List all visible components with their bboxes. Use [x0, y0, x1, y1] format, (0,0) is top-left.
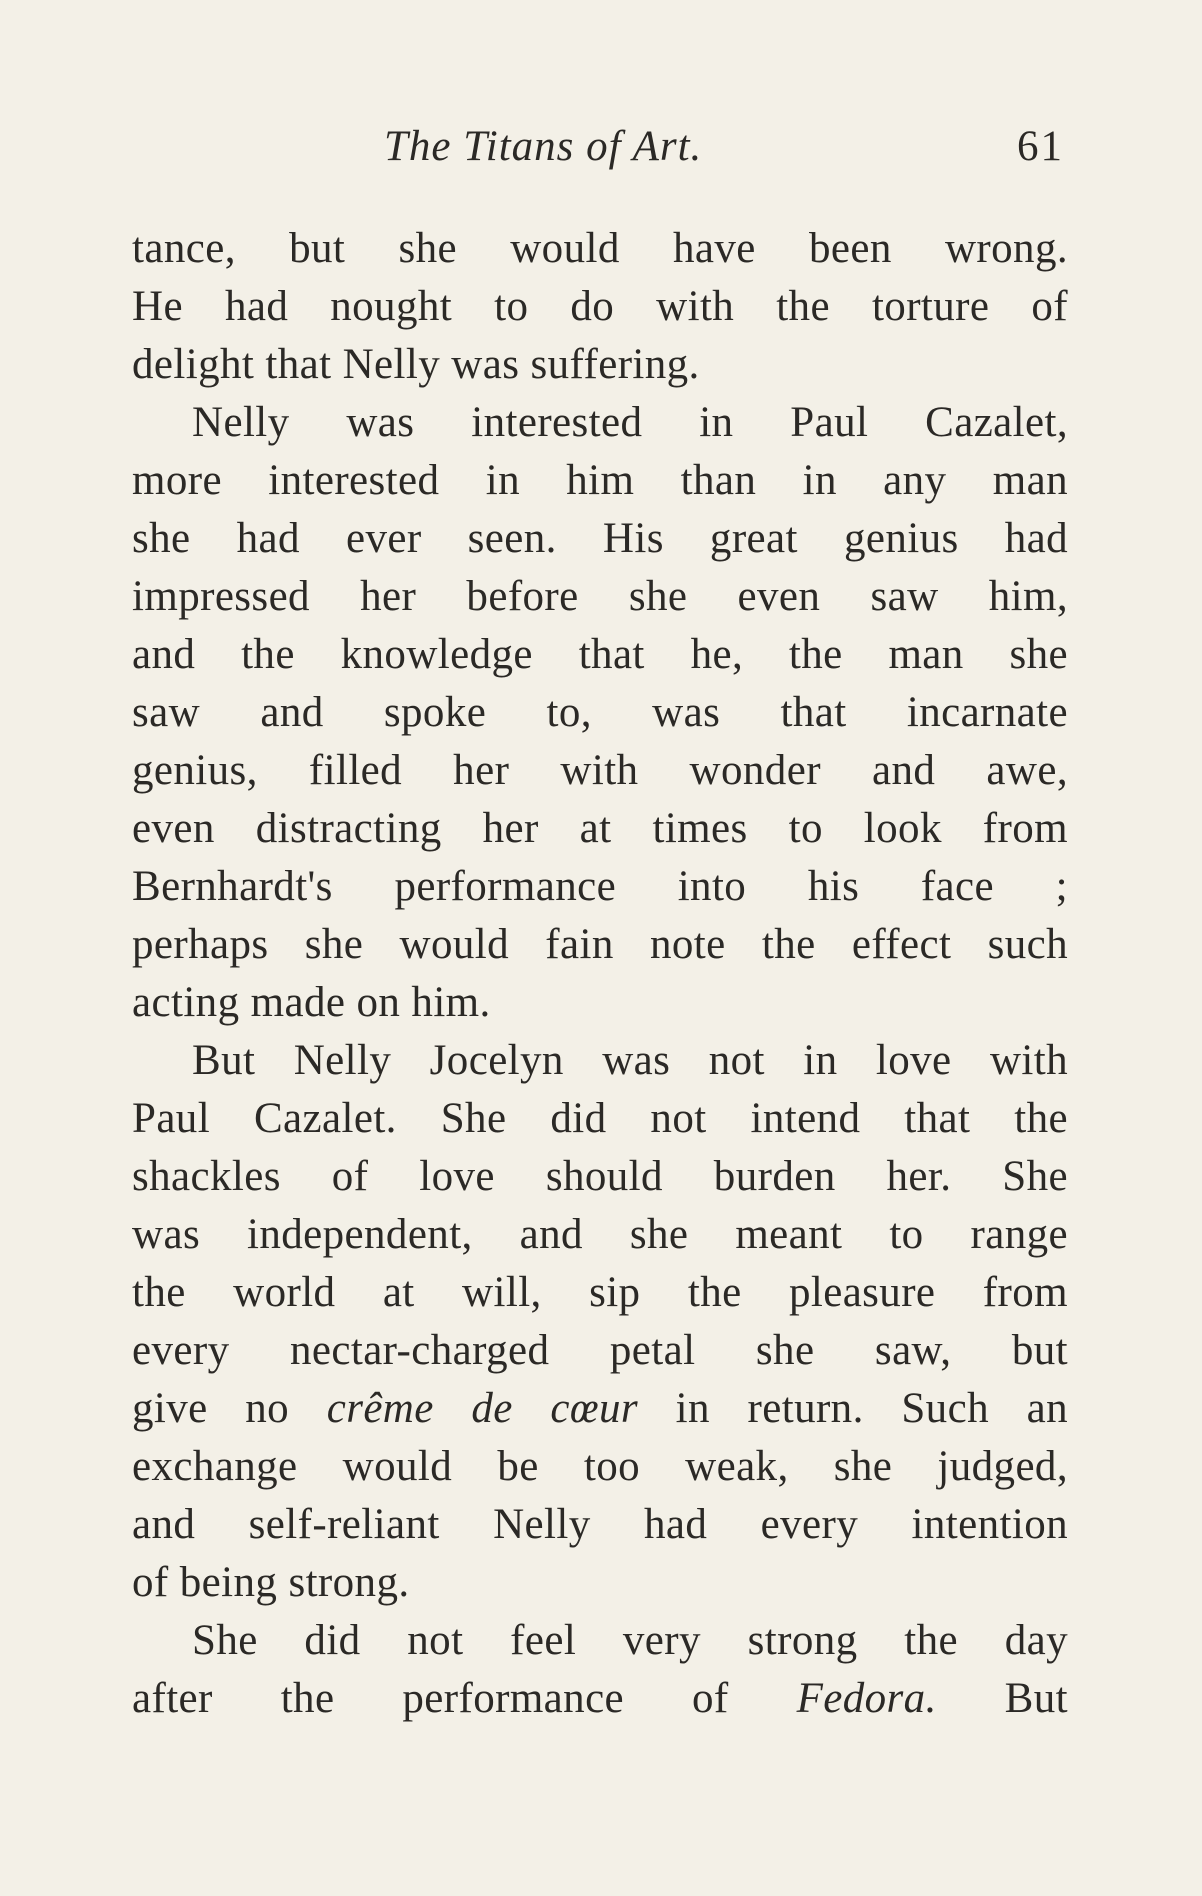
running-title: The Titans of Art.	[384, 123, 703, 170]
text-line: more interested in him than in any man	[132, 457, 1068, 504]
line-text-after: in return. Such an	[638, 1385, 1068, 1432]
text-line: and the knowledge that he, the man she	[132, 631, 1068, 678]
line-text-before: give no	[132, 1385, 327, 1432]
text-line: of being strong.	[132, 1559, 410, 1606]
text-line: perhaps she would fain note the effect such	[132, 921, 1068, 968]
text-line	[132, 1670, 1068, 1728]
text-line: acting made on him.	[132, 979, 491, 1026]
text-line: exchange would be too weak, she judged,	[132, 1443, 1068, 1490]
paragraph-start-line: Nelly was interested in Paul Cazalet,	[192, 399, 1068, 446]
text-line: Paul Cazalet. She did not intend that the	[132, 1095, 1068, 1142]
page-number: 61	[1017, 123, 1064, 170]
paragraph-start-line: She did not feel very strong the day	[192, 1617, 1068, 1664]
text-line: and self-reliant Nelly had every intention	[132, 1501, 1068, 1548]
line-text-before: after the performance of	[132, 1675, 797, 1722]
text-line: Bernhardt's performance into his face ;	[132, 863, 1068, 910]
text-line: He had nought to do with the torture of	[132, 283, 1068, 330]
text-line: saw and spoke to, was that incarnate	[132, 689, 1068, 736]
italic-phrase: Fedora.	[796, 1675, 937, 1722]
line-text-after: But	[936, 1675, 1068, 1722]
text-line: genius, filled her with wonder and awe,	[132, 747, 1068, 794]
text-line: she had ever seen. His great genius had	[132, 515, 1068, 562]
text-line: the world at will, sip the pleasure from	[132, 1269, 1068, 1316]
italic-phrase: crême de cœur	[326, 1385, 638, 1432]
text-line: delight that Nelly was suffering.	[132, 341, 700, 388]
text-line: tance, but she would have been wrong.	[132, 225, 1068, 272]
text-line: even distracting her at times to look from	[132, 805, 1068, 852]
text-line: shackles of love should burden her. She	[132, 1153, 1068, 1200]
text-line	[132, 1380, 1068, 1438]
paragraph-start-line: But Nelly Jocelyn was not in love with	[192, 1037, 1068, 1084]
running-head	[130, 117, 1070, 177]
text-line: every nectar-charged petal she saw, but	[132, 1327, 1068, 1374]
text-line: was independent, and she meant to range	[132, 1211, 1068, 1258]
body-text	[132, 220, 1068, 1728]
text-line: impressed her before she even saw him,	[132, 573, 1068, 620]
